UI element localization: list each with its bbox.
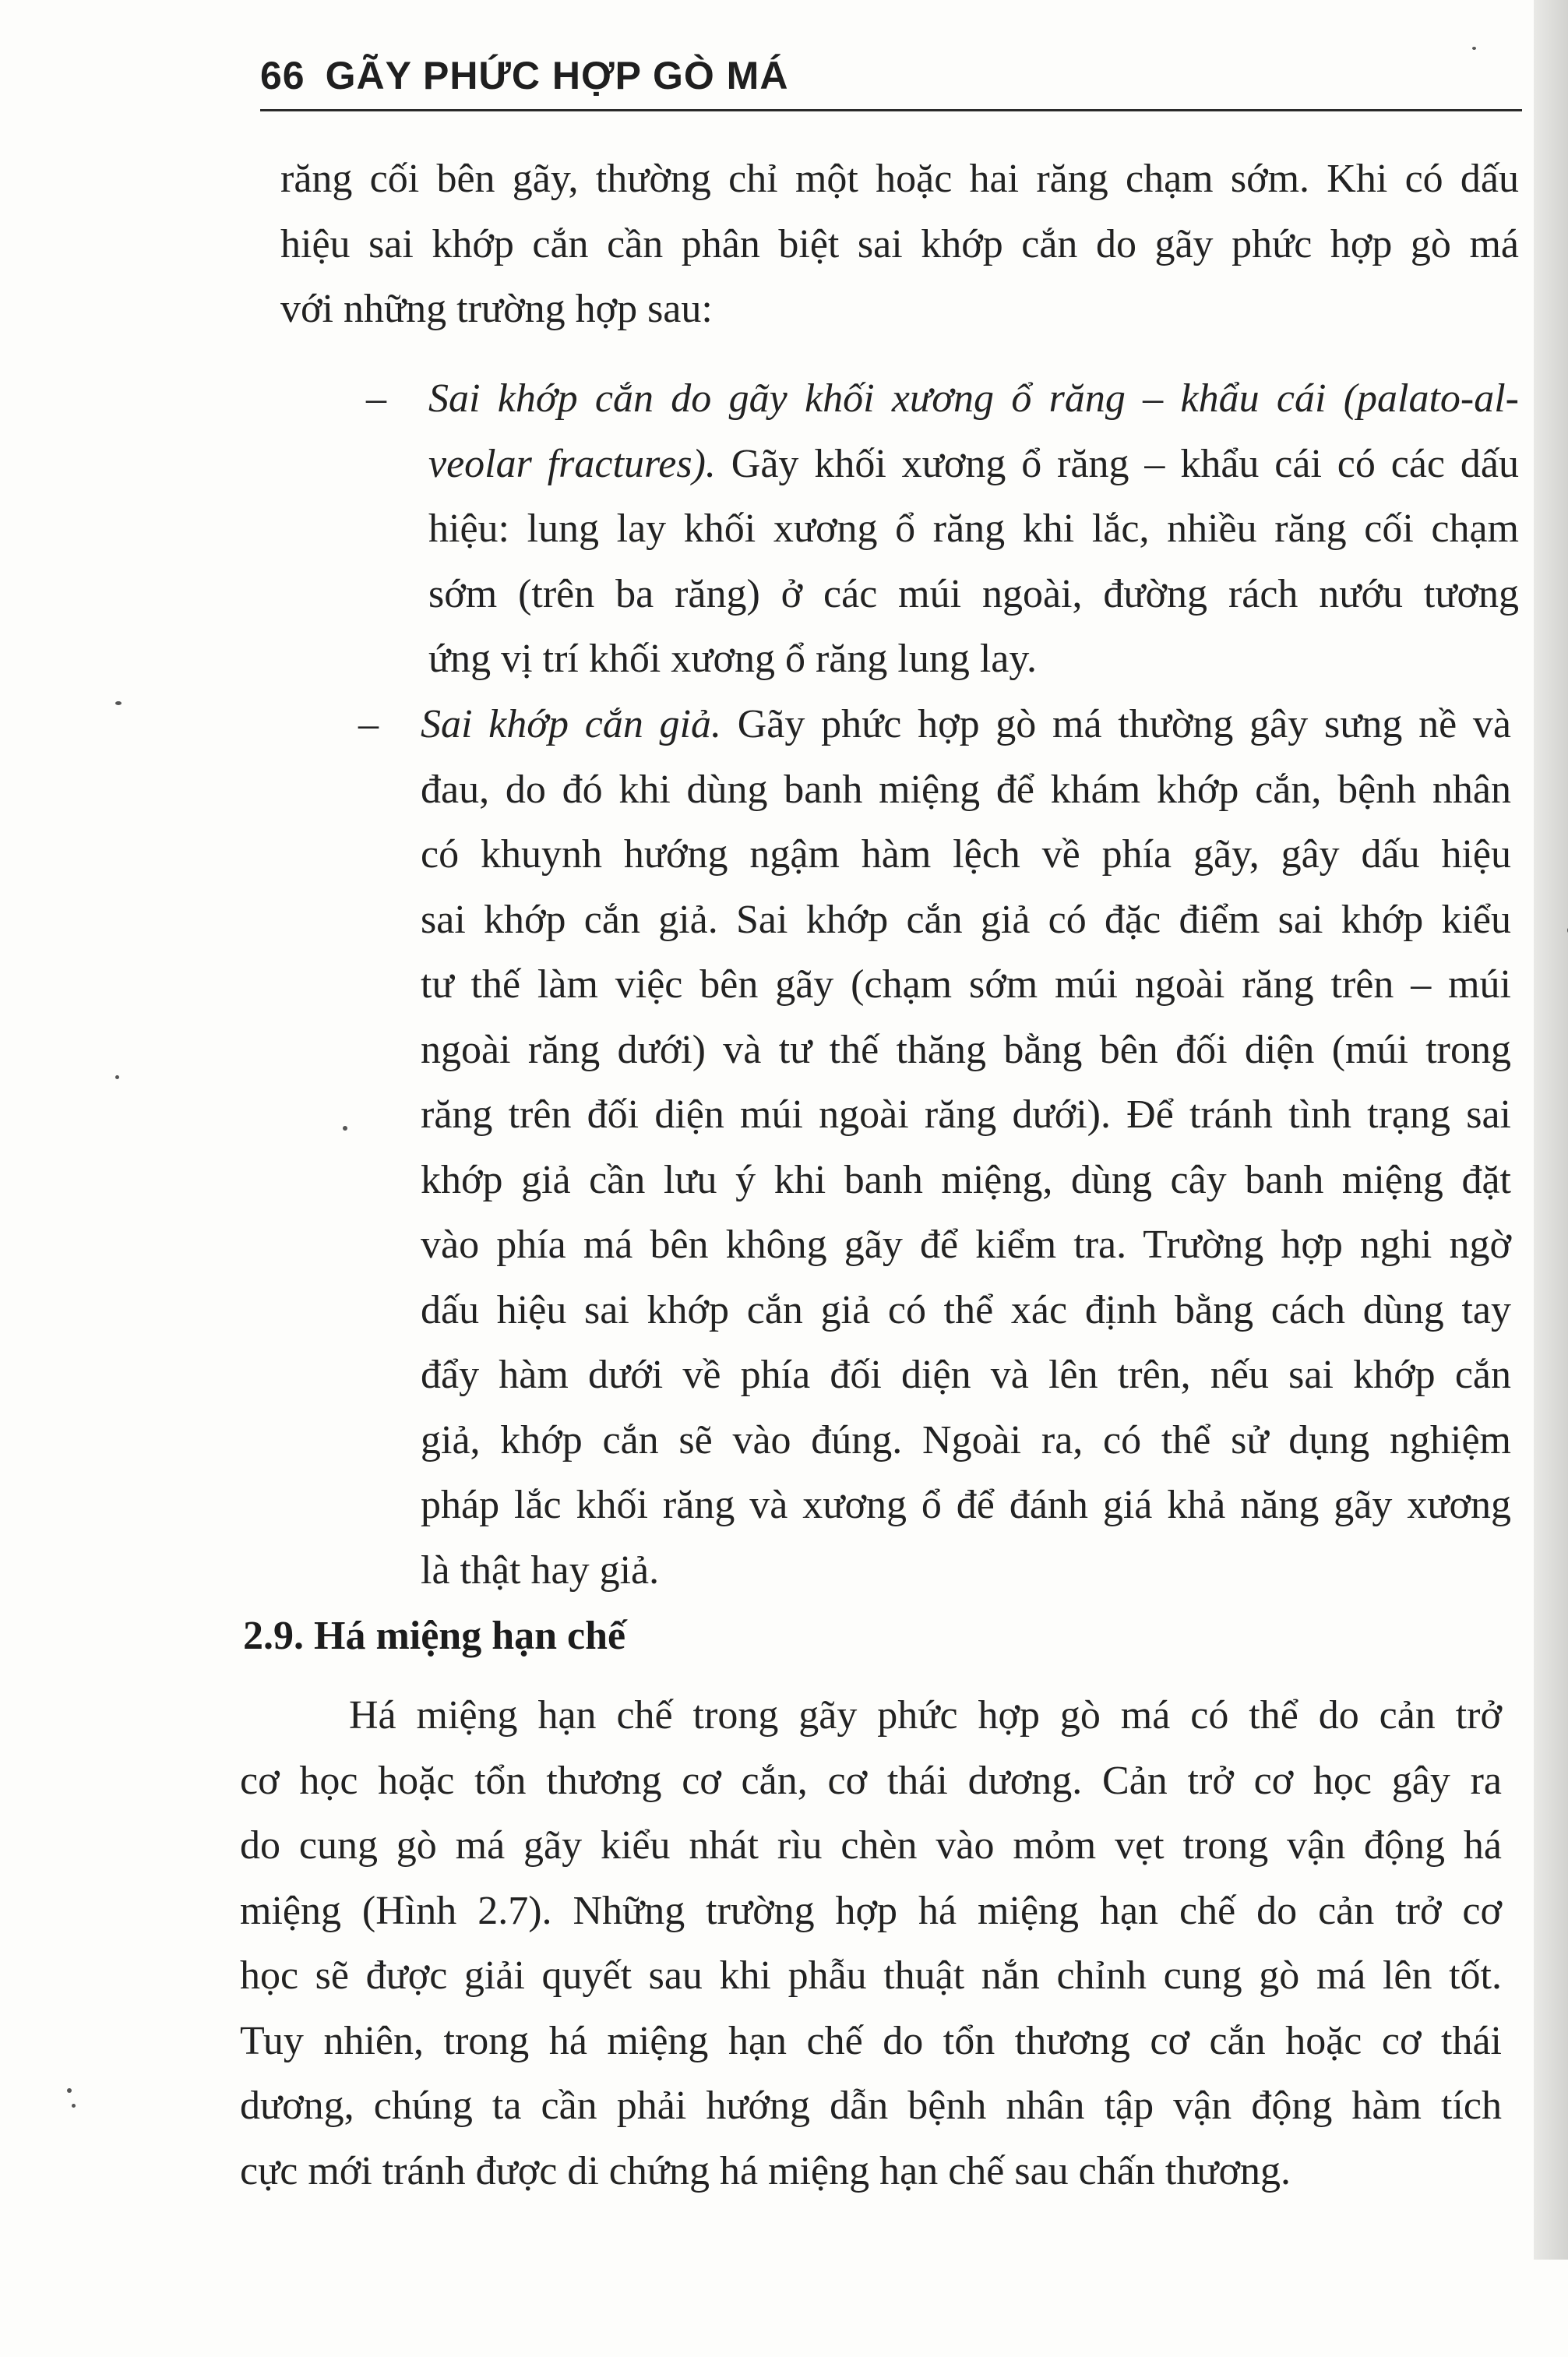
italic-term: veolar fractures). — [428, 441, 716, 486]
text-line: giả, khớp cắn sẽ vào đúng. Ngoài ra, có thể sử dụng nghiệm — [421, 1417, 1511, 1463]
bullet-dash: – — [366, 376, 386, 421]
bullet-text — [428, 366, 1519, 692]
text-line: pháp lắc khối răng và xương ổ để đánh giá khả năng gãy xương — [421, 1483, 1511, 1527]
scan-speck — [1472, 47, 1476, 50]
text-line: cực mới tránh được di chứng há miệng hạn chế sau chấn thương. — [240, 2148, 1291, 2193]
scan-speck — [115, 701, 122, 705]
scan-speck — [115, 1075, 119, 1079]
text-line: răng trên đối diện múi ngoài răng dưới). Để tránh tình trạng sai — [421, 1092, 1511, 1137]
text-line: ứng vị trí khối xương ổ răng lung lay. — [428, 637, 1037, 681]
text-line: dấu hiệu sai khớp cắn giả có thể xác định bằng cách dùng tay — [421, 1287, 1511, 1332]
text-line: răng cối bên gãy, thường chỉ một hoặc hai răng chạm sớm. Khi có dấu — [280, 157, 1519, 201]
text-line: tư thế làm việc bên gãy (chạm sớm múi ngoài răng trên – múi — [421, 962, 1511, 1007]
text-line: vào phía má bên không gãy để kiểm tra. Trường hợp nghi ngờ — [421, 1223, 1511, 1267]
page-edge-shadow — [1534, 0, 1568, 2260]
text-line: Tuy nhiên, trong há miệng hạn chế do tổn thương cơ cắn hoặc cơ thái — [240, 2018, 1502, 2063]
intro-paragraph — [280, 146, 1519, 342]
text-line: là thật hay giả. — [421, 1547, 660, 1593]
text-line — [421, 692, 1511, 757]
text-line — [428, 432, 1519, 497]
text-line: hiệu: lung lay khối xương ổ răng khi lắc, nhiều răng cối chạm — [428, 506, 1519, 551]
text-line: đau, do đó khi dùng banh miệng để khám khớp cắn, bệnh nhân — [421, 767, 1511, 812]
scan-speck — [67, 2088, 72, 2093]
text-line: cơ học hoặc tổn thương cơ cắn, cơ thái dương. Cản trở cơ học gây ra — [240, 1758, 1502, 1803]
text-line: khớp giả cần lưu ý khi banh miệng, dùng cây banh miệng đặt — [421, 1157, 1511, 1202]
text-line: có khuynh hướng ngậm hàm lệch về phía gãy, gây dấu hiệu — [421, 832, 1511, 877]
text-line: do cung gò má gãy kiểu nhát rìu chèn vào mỏm vẹt trong vận động há — [240, 1823, 1502, 1868]
text-line: học sẽ được giải quyết sau khi phẫu thuật nắn chỉnh cung gò má lên tốt. — [240, 1953, 1502, 1998]
header-text — [260, 53, 788, 98]
text-line: hiệu sai khớp cắn cần phân biệt sai khớp cắn do gãy phức hợp gò má — [280, 221, 1519, 266]
text-line: miệng (Hình 2.7). Những trường hợp há miệng hạn chế do cản trở cơ — [240, 1888, 1502, 1933]
bullet-dash: – — [358, 702, 379, 746]
text-line: Há miệng hạn chế trong gãy phức hợp gò má có thể do cản trở — [349, 1693, 1502, 1738]
text-line: với những trường hợp sau: — [280, 287, 713, 331]
header-rule — [260, 109, 1522, 111]
text-line: đẩy hàm dưới về phía đối diện và lên trên, nếu sai khớp cắn — [421, 1353, 1511, 1397]
text-run: Gãy khối xương ổ răng – khẩu cái có các dấu — [715, 441, 1519, 486]
text-run: Gãy phức hợp gò má thường gây sưng nề và — [721, 702, 1511, 746]
text-line: sai khớp cắn giả. Sai khớp cắn giả có đặc điểm sai khớp kiểu — [421, 897, 1511, 942]
italic-term-line: Sai khớp cắn do gãy khối xương ổ răng – khẩu cái (palato-al- — [428, 376, 1519, 421]
chapter-title: GÃY PHỨC HỢP GÒ MÁ — [325, 54, 789, 97]
scan-speck — [343, 1126, 347, 1131]
bullet-text — [421, 692, 1511, 1603]
scan-speck — [72, 2104, 76, 2108]
running-header — [260, 47, 1522, 117]
text-line: ngoài răng dưới) và tư thế thăng bằng bên đối diện (múi trong — [421, 1027, 1511, 1072]
section-paragraph — [240, 1683, 1502, 2204]
text-line: dương, chúng ta cần phải hướng dẫn bệnh nhân tập vận động hàm tích — [240, 2084, 1502, 2128]
section-heading: 2.9. Há miệng hạn chế — [243, 1614, 626, 1658]
text-line: sớm (trên ba răng) ở các múi ngoài, đường rách nướu tương — [428, 571, 1519, 616]
italic-term: Sai khớp cắn giả. — [421, 702, 721, 746]
page-number: 66 — [260, 54, 305, 97]
